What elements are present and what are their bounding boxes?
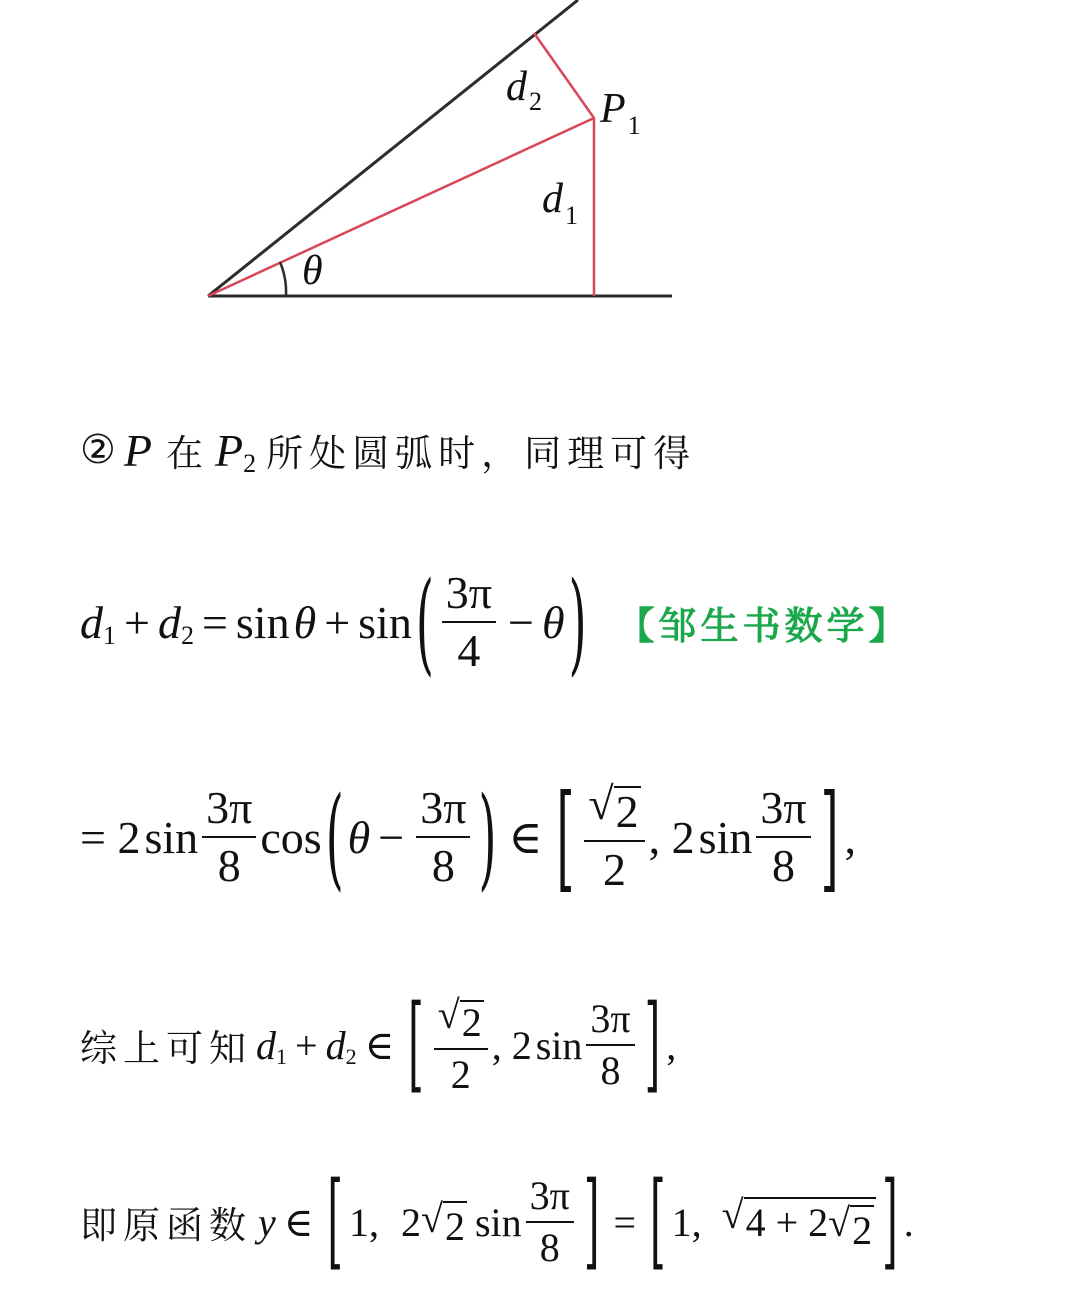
var-p: P (123, 424, 152, 476)
label-d1: $d_1$ (542, 176, 578, 230)
text-final: 即原函数 (80, 1204, 252, 1247)
left-paren: ( (415, 557, 434, 687)
denominator: 8 (217, 840, 241, 891)
numerator: 3π (590, 996, 631, 1041)
denominator: 8 (771, 840, 795, 891)
text-at: 在 (165, 432, 209, 475)
var-d: d (157, 596, 181, 648)
one: 1, (348, 1199, 379, 1245)
sqrt-2: √ 2 (828, 1199, 873, 1253)
fraction-3pi-8 (526, 1175, 574, 1269)
label-theta: θ (302, 248, 323, 294)
fraction-3pi-8 (756, 781, 810, 891)
denominator: 2 (603, 844, 627, 895)
step2-line (80, 418, 696, 482)
sub-2: 2 (180, 621, 194, 650)
var-y: y (258, 1199, 276, 1245)
trailing-comma: , (666, 1022, 677, 1068)
right-bracket: ] (882, 1162, 898, 1282)
sin-fn: sin (235, 596, 290, 648)
sin-fn: sin (474, 1199, 522, 1245)
final-line (80, 1160, 914, 1284)
angle-arc (280, 262, 286, 296)
sub-2: 2 (243, 449, 257, 478)
fraction-bar (756, 836, 810, 838)
left-bracket: [ (327, 1162, 343, 1282)
circled-number: ② (80, 427, 116, 473)
minus-sign: − (378, 811, 405, 863)
var-d: d (80, 596, 103, 648)
right-bracket: ] (820, 769, 839, 905)
angle-upper-ray (208, 0, 578, 296)
numerator: 3π (760, 781, 807, 833)
label-p1: $P_1$ (600, 86, 641, 140)
right-paren: ) (478, 772, 497, 902)
fraction-3pi-4 (442, 566, 496, 676)
right-bracket: ] (644, 985, 661, 1105)
fraction-3pi-8 (202, 781, 256, 891)
perpendicular-d2 (534, 33, 594, 118)
comma-two: , 2 (491, 1022, 532, 1068)
var-d: d (256, 1022, 276, 1068)
sub-1: 1 (103, 621, 116, 650)
theta: θ (541, 596, 565, 648)
left-bracket: [ (408, 985, 424, 1105)
fraction-bar (442, 621, 496, 623)
equation-2 (80, 762, 856, 912)
plus-sign: + (295, 1022, 318, 1068)
left-bracket: [ (556, 769, 575, 905)
fraction-bar (416, 836, 470, 838)
sqrt-2: √ 2 (437, 992, 482, 1045)
sub-2: 2 (345, 1044, 357, 1069)
numerator: 3π (445, 566, 493, 618)
minus-sign: − (508, 596, 534, 648)
fraction-bar (434, 1048, 488, 1050)
comma-two: , 2 (648, 811, 695, 863)
fraction-sqrt2-2 (584, 777, 644, 895)
sqrt-2: √ 2 (420, 1195, 465, 1249)
left-paren: ( (325, 772, 344, 902)
label-d2: $d_2$ (506, 64, 542, 116)
fraction-bar (584, 840, 644, 842)
element-of: ∈ (508, 812, 543, 863)
cos-fn: cos (260, 811, 322, 863)
element-of: ∈ (364, 1022, 395, 1068)
denominator: 4 (457, 625, 481, 676)
plus-sign: + (324, 596, 351, 648)
denominator: 8 (431, 840, 455, 891)
var-d: d (325, 1022, 346, 1068)
numerator: 3π (529, 1173, 570, 1218)
text-rest: 所处圆弧时，同理可得 (266, 432, 697, 475)
period: . (903, 1199, 914, 1245)
sqrt-inner: 4 + 2 (745, 1199, 829, 1245)
plus-sign: + (124, 596, 150, 648)
numerator: 3π (206, 781, 253, 833)
conclusion-line (80, 980, 676, 1110)
right-bracket: ] (583, 1162, 600, 1282)
text-conclusion: 综上可知 (80, 1027, 252, 1070)
numerator: 3π (420, 781, 467, 833)
element-of: ∈ (283, 1199, 314, 1245)
theta: θ (293, 596, 317, 648)
fraction-bar (586, 1044, 634, 1046)
sin-fn: sin (535, 1022, 583, 1068)
angle-figure (0, 0, 1080, 320)
equation-1 (80, 552, 911, 692)
denominator: 8 (600, 1048, 621, 1093)
sub-1: 1 (276, 1044, 287, 1069)
var-p2: P (214, 424, 244, 476)
lead-two: = 2 (80, 811, 141, 863)
fraction-sqrt2-2 (434, 994, 488, 1096)
sqrt-expression: √ 4 + 2 √ 2 (722, 1191, 876, 1254)
theta: θ (347, 811, 371, 863)
two: 2 (400, 1199, 421, 1245)
fraction-3pi-8 (416, 781, 470, 891)
trailing-comma: , (844, 811, 857, 863)
segment-o-p1 (208, 118, 594, 296)
equals-sign: = (613, 1199, 636, 1245)
right-paren: ) (568, 557, 587, 687)
fraction-bar (526, 1221, 574, 1223)
one: 1, (671, 1199, 702, 1245)
sin-fn: sin (698, 811, 753, 863)
fraction-3pi-8 (586, 998, 634, 1092)
brand-tag: 【邹生书数学】 (616, 603, 911, 648)
sqrt-2: √ 2 (588, 777, 639, 837)
denominator: 8 (539, 1225, 560, 1270)
sin-fn: sin (144, 811, 199, 863)
equals-sign: = (201, 596, 228, 648)
left-bracket: [ (650, 1162, 666, 1282)
denominator: 2 (450, 1052, 471, 1097)
fraction-bar (202, 836, 256, 838)
sin-fn: sin (358, 596, 412, 648)
